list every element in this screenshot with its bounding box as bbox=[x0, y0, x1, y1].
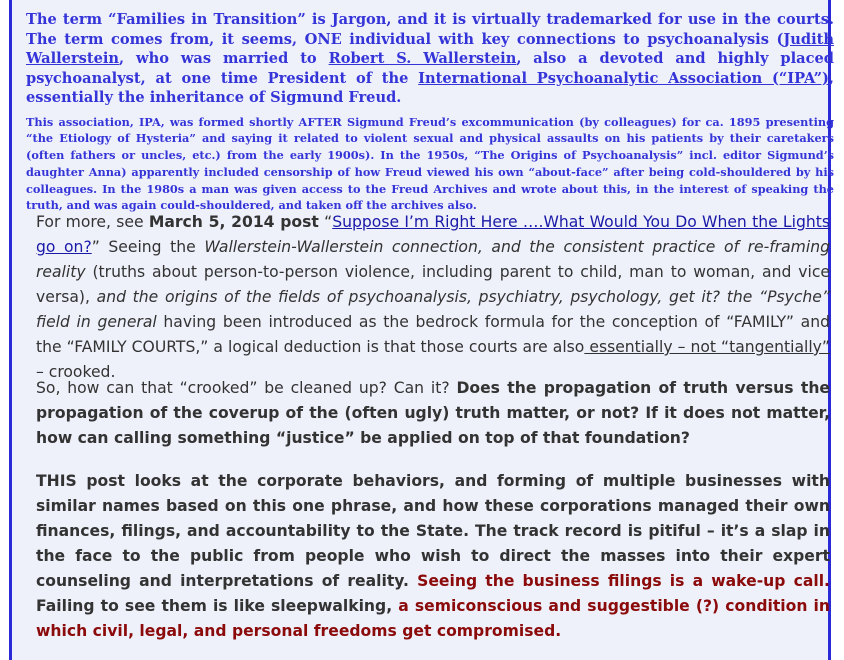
sleepwalking-text: a semiconscious and suggestible (?) condition in which civil, legal, and personal freedoms get compromised. bbox=[36, 597, 830, 640]
para-a-text-5: having been introduced as the bedrock formula for the conception of “FAMILY” and the “FAMILY COURTS,” a logical deduction is that those courts are also bbox=[36, 313, 830, 356]
intro-text-a: The term “Families in Transition” is Jargon, and it is virtually trademarked for use in the courts. The term comes from, it seems, ONE individual with key connections to psychoanalysis ( bbox=[26, 11, 834, 48]
para-b-bold: Does the propagation of truth versus the propagation of the coverup of the (often ugly) truth matter, or not? If it does not matter, how can calling something “justice” be applied on top of that foundation? bbox=[36, 379, 830, 447]
intro-paragraph bbox=[26, 10, 834, 108]
for-more-paragraph bbox=[36, 210, 830, 385]
para-a-text-2: “ bbox=[318, 213, 333, 231]
para-c-bold-1: THIS post looks at the corporate behaviors, and forming of multiple businesses with similar names based on this one phrase, and how these corporations managed their own finances, filings, and accountability to the State. The track record is pitiful – it’s a slap in the face to the public from people who wish to direct the masses into their expert counseling and interpretations of reality. bbox=[36, 472, 830, 590]
intro-text-d: , essentially the inheritance of Sigmund Freud. bbox=[26, 69, 834, 106]
ipa-history-paragraph: This association, IPA, was formed shortly AFTER Sigmund Freud’s excommunication (by colleagues) for ca. 1895 presenting “the Etiology of Hysteria” and saying it related to violent sexual and physical assaults on his patients by their caretakers (often fathers or uncles, etc.) from the early 1900s). In the 1950s, “The Origins of Psychoanalysis” incl. editor Sigmund’s daughter Anna) apparently included censorship of how Freud viewed his own “about-face” after being cold-shouldered by his colleagues. In the 1980s a man was given access to the Freud Archives and wrote about this, in the interest of speaking the truth, and was again could-shouldered, and taken off the archives also. bbox=[26, 114, 834, 213]
judith-wallerstein-link[interactable]: Judith Wallerstein bbox=[26, 30, 834, 67]
para-b-text: So, how can that “crooked” be cleaned up? Can it? bbox=[36, 379, 457, 397]
intro-text-c: , also a devoted and highly placed psychoanalyst, at one time President of the bbox=[26, 50, 834, 87]
suppose-im-right-post-link[interactable]: Suppose I’m Right Here ….What Would You Do When the Lights go on? bbox=[36, 213, 830, 256]
intro-text-b: , who was married to bbox=[119, 50, 329, 67]
crooked-question-paragraph bbox=[36, 376, 830, 451]
para-c-bold-2: Failing to see them is like sleepwalking, bbox=[36, 597, 399, 615]
intro-block bbox=[26, 10, 834, 214]
para-a-underlined: essentially – not “tangentially” bbox=[584, 338, 830, 356]
corporate-behaviors-paragraph bbox=[36, 469, 830, 644]
post-date: March 5, 2014 post bbox=[148, 213, 319, 231]
para-a-text-6: – crooked. bbox=[36, 363, 116, 381]
para-a-text-1: For more, see bbox=[36, 213, 149, 231]
para-a-text-4: (truths about person-to-person violence, including parent to child, man to woman, and vice versa), bbox=[36, 263, 830, 306]
wake-up-call-text: Seeing the business filings is a wake-up call. bbox=[417, 572, 830, 590]
content-frame bbox=[9, 0, 834, 660]
para-a-italic-2: and the origins of the fields of psychoanalysis, psychiatry, psychology, get it? the “Psyche” field in general bbox=[36, 288, 830, 331]
para-a-text-3: ” Seeing the bbox=[91, 238, 205, 256]
para-a-italic-1: Wallerstein-Wallerstein connection, and the consistent practice of re-framing reality bbox=[36, 238, 830, 281]
robert-wallerstein-link[interactable]: Robert S. Wallerstein bbox=[328, 50, 517, 67]
ipa-link[interactable]: International Psychoanalytic Association (“IPA”) bbox=[418, 69, 829, 87]
